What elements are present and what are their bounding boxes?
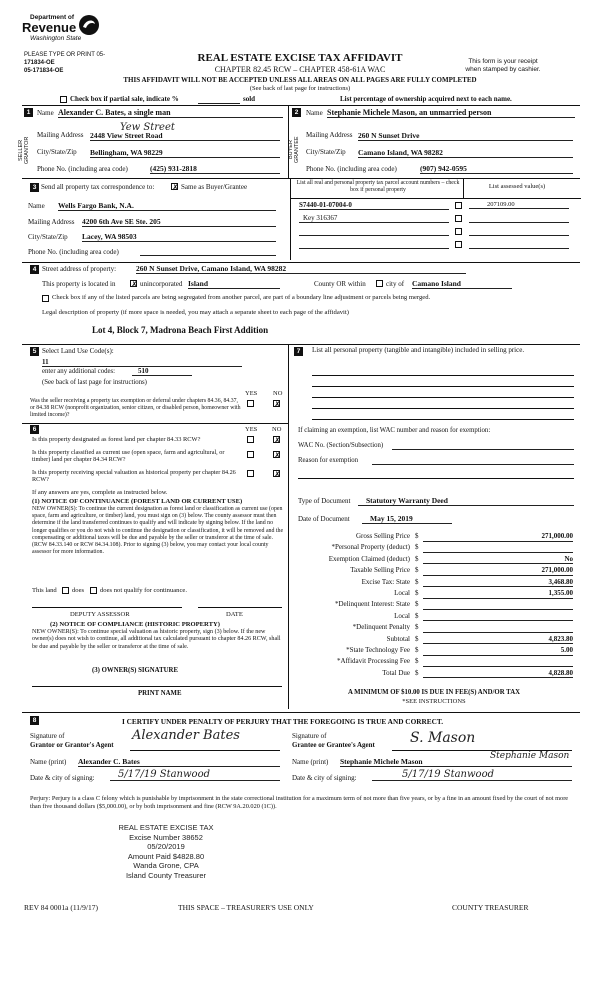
grantor-signature[interactable]: Alexander Bates [132, 728, 240, 743]
tax-row-label: *Personal Property (deduct) [331, 543, 410, 552]
tax-row-value[interactable] [423, 600, 573, 610]
tax-row-value[interactable] [423, 623, 573, 633]
tax-row-label: Gross Selling Price [355, 532, 410, 540]
additional-code[interactable]: 510 [132, 367, 192, 376]
grantee-printed-name[interactable]: Stephanie Michele Mason [340, 757, 572, 767]
seller-city-label: City/State/Zip [37, 148, 77, 156]
grantor-sig-label-1: Signature of [30, 732, 65, 740]
buyer-city-label: City/State/Zip [306, 148, 346, 156]
tax-row-label: Taxable Selling Price [350, 566, 410, 575]
historic-no-checkbox[interactable]: ✗ [274, 470, 281, 479]
segregated-label: Check box if any of the listed parcels are being segregated from another parcel, are part of a boundary line adjustment or parcels being merged. [52, 294, 431, 301]
tax-row-dollar: $ [415, 634, 419, 643]
corr-city-label: City/State/Zip [28, 233, 68, 241]
buyer-name-label: Name [306, 109, 323, 117]
parcel-2-personal-checkbox[interactable] [455, 215, 462, 222]
tax-row-value[interactable] [423, 543, 573, 553]
tax-row-dollar: $ [415, 611, 419, 620]
parcel-number-1[interactable]: S7440-01-07004-0 [299, 201, 449, 210]
tax-row-label: Total Due [382, 668, 410, 677]
grantee-name-label: Name (print) [292, 758, 329, 766]
this-land-label: This land [32, 587, 57, 594]
stamp-line-3: 05/20/2019 [147, 842, 185, 851]
tax-row-dollar: $ [415, 532, 419, 540]
stamp-line-1: REAL ESTATE EXCISE TAX [118, 823, 214, 832]
claiming-exemption-label: If claiming an exemption, list WAC number and reason for exemption: [298, 427, 491, 434]
section-4-number: 4 [30, 265, 39, 274]
doc-type-label: Type of Document [298, 497, 351, 505]
exemption-reason-field[interactable] [372, 456, 574, 465]
partial-sale-sold: sold [243, 95, 256, 103]
treasurer-use-only: THIS SPACE – TREASURER'S USE ONLY [178, 903, 314, 912]
buyer-city[interactable]: Camano Island, WA 98282 [358, 148, 573, 158]
notice-compliance-text: NEW OWNER(S): To continue special valuation as historic property, sign (3) below. If the new owner(s) does not wish to continue, all additional tax calculated pursuant to chapter 84.26 RCW, shall be due and payable by the seller or transferor at the time of sale. [32, 629, 281, 650]
forest-yes-checkbox[interactable] [247, 436, 254, 443]
sec6-no-label: NO [272, 426, 282, 433]
tax-row-value[interactable] [423, 612, 573, 622]
tax-row-label: Excise Tax: State [361, 577, 410, 586]
partial-sale-checkbox[interactable] [60, 96, 67, 103]
parcel-3-personal-checkbox[interactable] [455, 228, 462, 235]
same-as-buyer-checkbox[interactable]: ✗ [172, 183, 179, 192]
deputy-assessor-label: DEPUTY ASSESSOR [70, 611, 130, 618]
current-use-yes-checkbox[interactable] [247, 451, 254, 458]
tax-row-label: Subtotal [386, 634, 410, 643]
tax-row-value[interactable]: 1,355.00 [423, 589, 573, 599]
form-subtitle: CHAPTER 82.45 RCW – CHAPTER 458-61A WAC [214, 65, 386, 74]
tax-row-label: *Affidavit Processing Fee [337, 657, 410, 666]
land-does-not-label: does not qualify for continuance. [100, 587, 187, 594]
tax-row-dollar: $ [415, 623, 419, 632]
stamp-line-6: Island County Treasurer [125, 870, 207, 880]
grantor-date-city-label: Date & city of signing: [30, 774, 95, 782]
dor-logo [22, 14, 102, 48]
corr-phone-label: Phone No. (including area code) [28, 248, 119, 256]
tax-row-value[interactable]: 271,000.00 [423, 532, 573, 542]
property-street[interactable]: 260 N Sunset Drive, Camano Island, WA 98282 [136, 264, 466, 274]
logo-revenue: Revenue [22, 20, 77, 35]
parcel-4-personal-checkbox[interactable] [455, 241, 462, 248]
sec5-no-label: NO [273, 390, 283, 397]
stamp-line-4: Amount Paid $4828.80 [127, 851, 205, 861]
pct-list-note: List percentage of ownership acquired next to each name. [340, 95, 512, 103]
perjury-note: Perjury: Perjury is a class C felony which is punishable by imprisonment in the state correctional institution for a maximum term of not more than five years, or by a fine in an amount fixed by the court of not more than five thousand dollars ($5,000.00), or by both imprisonment and fine (RCW 9A.20.020 (1C)). [30, 795, 569, 810]
parcel-1-personal-checkbox[interactable] [455, 202, 462, 209]
print-name-label: PRINT NAME [138, 690, 182, 697]
land-use-see-back: (See back of last page for instructions) [42, 379, 147, 386]
receipt-note-1: This form is your receipt [468, 58, 538, 65]
unincorporated-label: unincorporated [140, 280, 183, 288]
grantee-sig-label-2: Grantee or Grantee's Agent [292, 741, 375, 749]
notice-continuance-title: (1) NOTICE OF CONTINUANCE (FOREST LAND OR CURRENT USE) [32, 498, 243, 505]
tax-row-value[interactable] [423, 657, 573, 667]
land-does-not-checkbox[interactable] [90, 587, 97, 594]
seller-mailing[interactable]: 2448 View Street Road [90, 131, 280, 141]
land-use-label: Select Land Use Code(s): [42, 347, 114, 355]
tax-row-value[interactable]: No [423, 555, 573, 565]
additional-codes-label: enter any additional codes: [42, 368, 116, 375]
exemption-yes-checkbox[interactable] [247, 400, 254, 407]
grantor-date-city[interactable]: 5/17/19 Stanwood [110, 769, 280, 781]
land-use-code[interactable]: 11 [42, 358, 242, 367]
assessed-value-1[interactable]: 207109.00 [469, 201, 569, 209]
buyer-phone[interactable]: (907) 942-0595 [420, 164, 573, 174]
section-6-number: 6 [30, 425, 39, 434]
partial-sale-label: Check box if partial sale, indicate % [70, 95, 179, 103]
doc-type[interactable]: Statutory Warranty Deed [358, 496, 574, 506]
deputy-date-label: DATE [226, 611, 243, 618]
send-correspondence-label: Send all property tax correspondence to: [41, 183, 155, 191]
grantor-printed-name[interactable]: Alexander C. Bates [78, 757, 280, 767]
buyer-name[interactable]: Stephanie Michele Mason, an unmarried person [327, 108, 575, 118]
city-value[interactable]: Camano Island [412, 279, 512, 289]
section-2-number: 2 [292, 108, 301, 117]
section-7-number: 7 [294, 347, 303, 356]
corr-mailing[interactable]: 4200 6th Ave SE Ste. 205 [82, 217, 276, 227]
sec5-yes-label: YES [245, 390, 258, 397]
parcel-number-2[interactable]: Key 316367 [299, 214, 449, 223]
stamp-line-2: Excise Number 38652 [129, 832, 203, 842]
tax-row-dollar: $ [415, 600, 419, 609]
grantee-signature[interactable]: S. Mason [410, 730, 476, 746]
land-does-checkbox[interactable] [62, 587, 69, 594]
county-or-within-label: County OR within [314, 280, 366, 288]
assessed-value-3[interactable] [469, 227, 569, 236]
parcel-header: List all real and personal property tax parcel account numbers – check box if personal property [296, 180, 460, 193]
county-treasurer-label: COUNTY TREASURER [452, 903, 529, 912]
logo-state: Washington State [30, 35, 82, 42]
legal-description[interactable]: Lot 4, Block 7, Madrona Beach First Addition [92, 325, 269, 335]
forest-no-checkbox[interactable]: ✗ [274, 436, 281, 445]
exemption-no-checkbox[interactable]: ✗ [274, 400, 281, 409]
tax-row-value[interactable]: 4,823.80 [423, 635, 573, 645]
header-id1: 171834-OE [24, 60, 55, 66]
street-label: Street address of property: [42, 265, 117, 273]
logo-dept: Department of [30, 14, 75, 21]
tax-row-dollar: $ [415, 554, 419, 563]
tax-row-dollar: $ [415, 566, 419, 575]
county-value[interactable]: Island [188, 279, 280, 289]
certify-statement: I CERTIFY UNDER PENALTY OF PERJURY THAT THE FOREGOING IS TRUE AND CORRECT. [122, 717, 444, 726]
notice-continuance-text: NEW OWNER(S): To continue the current designation as forest land or classification as current use (open space, farm and agriculture, or timber) land, you must sign on (3) below. The county assessor must then determine if the land transferred continues to qualify and will indicate by signing below. If the land no longer qualifies or you do not wish to continue the designation or classification, it will be removed and the compensating or additional taxes will be due and payable by the seller or transferor at the time of sale. (RCW 84.33.140 or RCW 84.34.108). Prior to signing (3) below, you may contact your local county assessor for more information. [32, 506, 284, 556]
current-use-question: Is this property classified as current use (open space, farm and agricultural, or timber) land per chapter 84.34 RCW? [32, 449, 225, 463]
segregated-checkbox[interactable] [42, 295, 49, 302]
historic-yes-checkbox[interactable] [247, 470, 254, 477]
if-yes-note: If any answers are yes, complete as instructed below. [32, 489, 168, 496]
forest-land-question: Is this property designated as forest land per chapter 84.33 RCW? [32, 436, 201, 443]
assessed-value-2[interactable] [469, 214, 569, 223]
treasurer-stamp [96, 823, 236, 880]
notice-compliance-title: (2) NOTICE OF COMPLIANCE (HISTORIC PROPERTY) [50, 621, 220, 628]
form-number: REV 84 0001a (11/9/17) [24, 903, 98, 912]
wac-no-label: WAC No. (Section/Subsection) [298, 442, 384, 449]
historic-question: Is this property receiving special valuation as historical property per chapter 84.26 RCW? [32, 469, 236, 483]
buyer-side-label: BUYER GRANTEE [288, 136, 300, 164]
parcel-table [290, 178, 580, 260]
seller-mailing-label: Mailing Address [37, 131, 84, 139]
parcel-number-3[interactable] [299, 227, 449, 236]
assessed-header: List assessed value(s) [488, 183, 546, 190]
owner-signature-label: (3) OWNER(S) SIGNATURE [92, 667, 178, 674]
seller-phone[interactable]: (425) 931-2818 [150, 164, 280, 174]
grantee-sig-label-1: Signature of [292, 732, 327, 740]
tax-row-dollar: $ [415, 668, 419, 677]
tax-row-value[interactable]: 3,468.80 [423, 578, 573, 588]
receipt-note-2: when stamped by cashier. [465, 66, 541, 73]
located-in-label: This property is located in [42, 280, 116, 288]
grantee-date-city[interactable]: 5/17/19 Stanwood [372, 769, 572, 781]
tax-row-value[interactable]: 271,000.00 [423, 566, 573, 576]
city-of-label: city of [386, 280, 405, 288]
tax-row-value[interactable]: 5.00 [423, 646, 573, 656]
current-use-no-checkbox[interactable]: ✗ [274, 451, 281, 460]
seller-name[interactable]: Alexander C. Bates, a single man [58, 108, 283, 118]
form-title: REAL ESTATE EXCISE TAX AFFIDAVIT [197, 52, 403, 64]
buyer-mailing-label: Mailing Address [306, 131, 353, 139]
city-of-checkbox[interactable] [376, 280, 383, 287]
sec6-yes-label: YES [245, 426, 258, 433]
seller-name-label: Name [37, 109, 54, 117]
section-1-number: 1 [24, 108, 33, 117]
tax-row-label: Local [394, 589, 410, 597]
warning-line: THIS AFFIDAVIT WILL NOT BE ACCEPTED UNLESS ALL AREAS ON ALL PAGES ARE FULLY COMPLETED [123, 76, 477, 84]
tax-calculation-table [292, 532, 576, 682]
buyer-phone-label: Phone No. (including area code) [306, 165, 397, 173]
parcel-number-4[interactable] [299, 240, 449, 249]
see-back-header: (See back of last page for instructions) [249, 85, 351, 92]
stamp-line-5: Wanda Grone, CPA [133, 861, 199, 870]
exemption-reason-label: Reason for exemption [298, 457, 359, 464]
seller-city[interactable]: Bellingham, WA 98229 [90, 148, 280, 158]
logo-swirl-icon [78, 14, 100, 36]
tax-row-label: Local [394, 611, 410, 620]
assessed-value-4[interactable] [469, 240, 569, 249]
tax-row-dollar: $ [415, 657, 419, 666]
corr-mailing-label: Mailing Address [28, 218, 75, 226]
tax-row-dollar: $ [415, 646, 419, 654]
doc-date[interactable]: May 15, 2019 [362, 514, 452, 524]
land-does-label: does [72, 587, 85, 594]
partial-sale-pct[interactable] [198, 96, 240, 104]
tax-row-label: *Delinquent Penalty [352, 623, 410, 632]
tax-row-dollar: $ [415, 543, 419, 552]
header-id2: 05-171834-OE [24, 68, 64, 74]
same-as-buyer-label: Same as Buyer/Grantee [181, 183, 248, 191]
tax-row-dollar: $ [415, 577, 419, 586]
section-5-number: 5 [30, 347, 39, 356]
corr-city[interactable]: Lacey, WA 98503 [82, 232, 276, 242]
corr-phone[interactable] [140, 247, 276, 256]
legal-desc-label: Legal description of property (if more space is needed, you may attach a separate sheet to each page of the affidavit) [42, 309, 349, 316]
tax-row-label: Exemption Claimed (deduct) [328, 554, 410, 563]
personal-property-label: List all personal property (tangible and intangible) included in selling price. [312, 346, 525, 354]
seller-side-label: SELLER GRANTOR [18, 136, 30, 164]
exemption-question: Was the seller receiving a property tax exemption or deferral under chapters 84.36, 84.37, or 84.38 RCW (nonprofit organization, senior citizen, or disabled person, homeowner with limited income)? [30, 398, 241, 418]
seller-phone-label: Phone No. (including area code) [37, 165, 128, 173]
buyer-mailing[interactable]: 260 N Sunset Drive [358, 131, 573, 141]
corr-name-label: Name [28, 202, 45, 210]
tax-row-dollar: $ [415, 589, 419, 597]
tax-row-label: *State Technology Fee [346, 646, 410, 654]
minimum-due-note: A MINIMUM OF $10.00 IS DUE IN FEE(S) AND/OR TAX [347, 689, 521, 696]
corr-name[interactable]: Wells Fargo Bank, N.A. [58, 201, 276, 211]
section-8-number: 8 [30, 716, 39, 725]
tax-row-value[interactable]: 4,828.80 [423, 669, 573, 679]
please-type: PLEASE TYPE OR PRINT 05- [24, 52, 106, 58]
grantor-name-label: Name (print) [30, 758, 67, 766]
see-instructions-note: *SEE INSTRUCTIONS [402, 698, 466, 705]
unincorporated-checkbox[interactable]: ✗ [131, 280, 138, 289]
grantor-sig-label-2: Grantor or Grantor's Agent [30, 741, 114, 749]
seller-mailing-handwritten: Yew Street [120, 122, 175, 133]
doc-date-label: Date of Document [298, 515, 350, 523]
section-3-number: 3 [30, 183, 39, 192]
grantee-date-city-label: Date & city of signing: [292, 774, 357, 782]
wac-no-field[interactable] [392, 441, 574, 450]
grantee-print-signature: Stephanie Mason [490, 751, 570, 761]
tax-row-label: *Delinquent Interest: State [334, 600, 410, 609]
